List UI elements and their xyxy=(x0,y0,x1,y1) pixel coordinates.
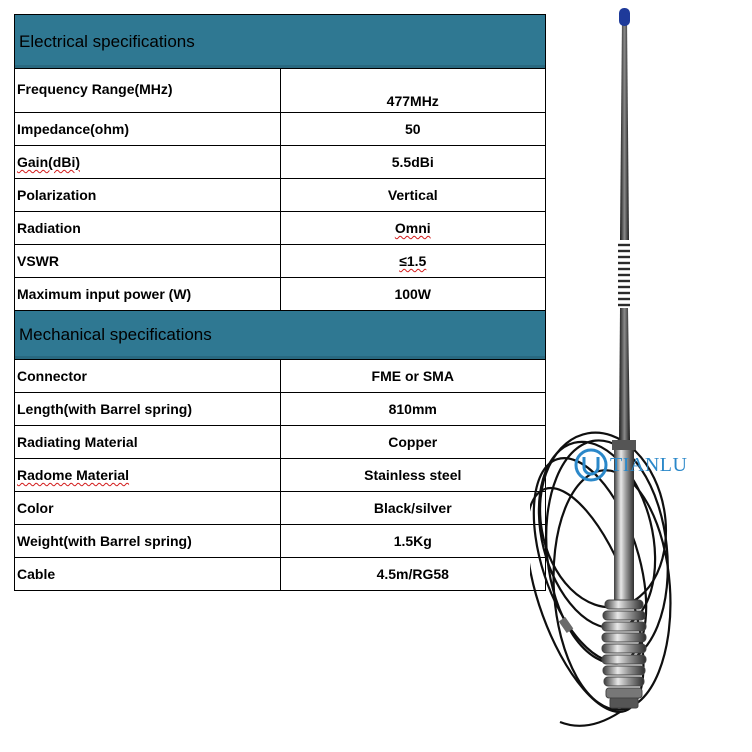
row-label xyxy=(15,459,281,492)
antenna-product-image xyxy=(530,0,752,752)
section-header-electrical xyxy=(15,15,546,69)
brand-name: TIANLU xyxy=(610,453,688,476)
table-row xyxy=(15,212,546,245)
row-value-text: Omni xyxy=(394,220,431,236)
spec-table xyxy=(14,14,546,591)
brand-logo-icon xyxy=(574,448,608,482)
row-value: 1.5Kg xyxy=(280,525,546,558)
section-header-mechanical xyxy=(15,311,546,360)
row-value: Black/silver xyxy=(280,492,546,525)
row-label-text: Radome Material xyxy=(17,467,130,483)
row-value xyxy=(280,245,546,278)
row-value xyxy=(280,212,546,245)
table-row xyxy=(15,459,546,492)
table-row xyxy=(15,278,546,311)
row-label: Radiation xyxy=(15,212,281,245)
row-label: Length(with Barrel spring) xyxy=(15,393,281,426)
row-label-text: Gain(dBi) xyxy=(17,154,80,170)
row-label: Cable xyxy=(15,558,281,591)
section-title: Electrical specifications xyxy=(15,15,546,69)
section-title: Mechanical specifications xyxy=(15,311,546,360)
antenna-tip xyxy=(619,8,630,26)
table-row xyxy=(15,492,546,525)
row-label xyxy=(15,146,281,179)
row-value: FME or SMA xyxy=(280,360,546,393)
table-row xyxy=(15,179,546,212)
row-value: 810mm xyxy=(280,393,546,426)
table-row xyxy=(15,113,546,146)
row-value: 100W xyxy=(280,278,546,311)
row-value: 477MHz xyxy=(280,69,546,113)
row-label: Maximum input power (W) xyxy=(15,278,281,311)
row-label: Polarization xyxy=(15,179,281,212)
table-row xyxy=(15,426,546,459)
row-label: Radiating Material xyxy=(15,426,281,459)
row-value: 4.5m/RG58 xyxy=(280,558,546,591)
row-value: Stainless steel xyxy=(280,459,546,492)
antenna-whip xyxy=(620,18,629,240)
row-value: Vertical xyxy=(280,179,546,212)
row-value: 50 xyxy=(280,113,546,146)
table-row xyxy=(15,245,546,278)
table-row xyxy=(15,360,546,393)
antenna-small-spring xyxy=(618,245,630,305)
row-label: Color xyxy=(15,492,281,525)
row-value: 5.5dBi xyxy=(280,146,546,179)
row-label: Impedance(ohm) xyxy=(15,113,281,146)
row-label: Connector xyxy=(15,360,281,393)
row-label: Weight(with Barrel spring) xyxy=(15,525,281,558)
table-row xyxy=(15,393,546,426)
brand-watermark xyxy=(574,448,687,482)
row-label: VSWR xyxy=(15,245,281,278)
row-label: Frequency Range(MHz) xyxy=(15,69,281,113)
table-row xyxy=(15,558,546,591)
row-value: Copper xyxy=(280,426,546,459)
table-row xyxy=(15,146,546,179)
table-row xyxy=(15,69,546,113)
row-value-text: ≤1.5 xyxy=(399,253,427,269)
table-row xyxy=(15,525,546,558)
